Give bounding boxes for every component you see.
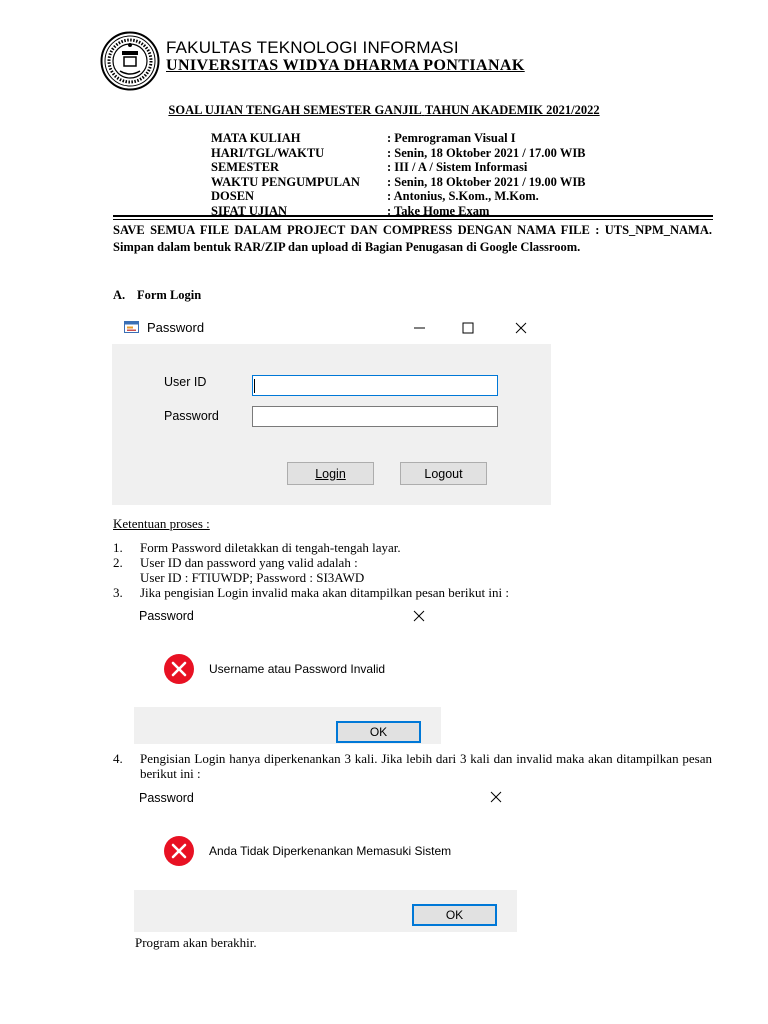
list-number: 3.	[113, 585, 123, 600]
login-button-label: Login	[315, 466, 346, 481]
login-window	[112, 311, 551, 505]
text-caret	[254, 379, 255, 393]
info-value: : III / A / Sistem Informasi	[387, 160, 528, 174]
close-icon[interactable]	[412, 609, 426, 623]
list-item	[113, 752, 712, 781]
user-id-label: User ID	[164, 375, 207, 389]
window-titlebar[interactable]	[112, 311, 551, 344]
info-key: WAKTU PENGUMPULAN	[211, 174, 360, 189]
info-row	[211, 146, 586, 161]
logout-button[interactable]	[400, 462, 487, 485]
login-button[interactable]	[287, 462, 374, 485]
program-end-text: Program akan berakhir.	[135, 935, 257, 950]
logout-button-label: Logout	[424, 466, 463, 481]
info-key: SIFAT UJIAN	[211, 203, 288, 218]
minimize-button[interactable]	[397, 311, 443, 344]
faculty-name: FAKULTAS TEKNOLOGI INFORMASI	[166, 38, 459, 57]
ok-button[interactable]	[412, 904, 497, 926]
password-label: Password	[164, 409, 219, 423]
divider-thin	[113, 219, 713, 220]
info-value: : Antonius, S.Kom., M.Kom.	[387, 189, 539, 203]
list-text: Form Password diletakkan di tengah-tengah layar.	[140, 540, 401, 555]
info-key: DOSEN	[211, 189, 255, 203]
info-key: HARI/TGL/WAKTU	[211, 145, 325, 160]
list-text: Pengisian Login hanya diperkenankan 3 kali. Jika lebih dari 3 kali dan invalid maka akan ditampilkan pesan berikut ini :	[140, 751, 712, 781]
dialog-title: Password	[139, 791, 194, 805]
university-seal-icon	[100, 31, 160, 91]
info-row	[211, 189, 586, 204]
info-row	[211, 175, 586, 190]
submission-instruction: SAVE SEMUA FILE DALAM PROJECT DAN COMPRESS DENGAN NAMA FILE : UTS_NPM_NAMA. Simpan dalam bentuk RAR/ZIP dan upload di Bagian Penugasan di Google Classroom.	[113, 223, 712, 254]
divider-thick	[113, 215, 713, 217]
password-input[interactable]	[252, 406, 498, 427]
info-value: : Take Home Exam	[387, 203, 490, 218]
close-button[interactable]	[498, 311, 544, 344]
ok-button-label: OK	[369, 725, 388, 739]
close-icon[interactable]	[489, 790, 503, 804]
info-value: : Pemrograman Visual I	[387, 131, 516, 145]
list-text: User ID dan password yang valid adalah :	[140, 555, 358, 570]
dialog-title: Password	[139, 609, 194, 623]
list-number: 4.	[113, 751, 123, 766]
maximize-icon	[462, 322, 474, 334]
error-icon	[163, 653, 195, 685]
invalid-login-dialog	[134, 603, 441, 744]
info-value: : Senin, 18 Oktober 2021 / 19.00 WIB	[387, 174, 586, 189]
info-row	[211, 160, 586, 175]
maximize-button[interactable]	[445, 311, 491, 344]
ok-button-label: OK	[445, 908, 464, 922]
ok-button[interactable]	[336, 721, 421, 743]
credentials-text: User ID : FTIUWDP; Password : SI3AWD	[140, 570, 365, 585]
ketentuan-heading: Ketentuan proses :	[113, 516, 210, 531]
access-denied-dialog	[134, 785, 517, 932]
section-a-heading	[113, 288, 201, 303]
app-form-icon	[124, 320, 140, 334]
university-name: UNIVERSITAS WIDYA DHARMA PONTIANAK	[166, 57, 525, 74]
minimize-icon	[414, 322, 426, 334]
exam-title-part2: TAHUN AKADEMIK 2021/2022	[424, 103, 600, 117]
close-icon	[515, 322, 527, 334]
info-key: SEMESTER	[211, 160, 280, 174]
section-number: A.	[113, 288, 126, 302]
list-text: Jika pengisian Login invalid maka akan ditampilkan pesan berikut ini :	[140, 585, 509, 600]
info-key: MATA KULIAH	[211, 131, 301, 145]
user-id-input[interactable]	[252, 375, 498, 396]
section-title: Form Login	[137, 288, 202, 302]
window-title: Password	[147, 320, 205, 335]
info-value: : Senin, 18 Oktober 2021 / 17.00 WIB	[387, 145, 586, 160]
dialog-message: Username atau Password Invalid	[209, 662, 386, 676]
dialog-message: Anda Tidak Diperkenankan Memasuki Sistem	[209, 844, 452, 858]
exam-title	[0, 103, 768, 118]
exam-info-table	[211, 131, 586, 218]
exam-title-part1: SOAL UJIAN TENGAH SEMESTER GANJIL	[168, 103, 422, 117]
error-icon	[163, 835, 195, 867]
info-row	[211, 131, 586, 146]
list-number: 1.	[113, 540, 123, 555]
list-number: 2.	[113, 555, 123, 570]
